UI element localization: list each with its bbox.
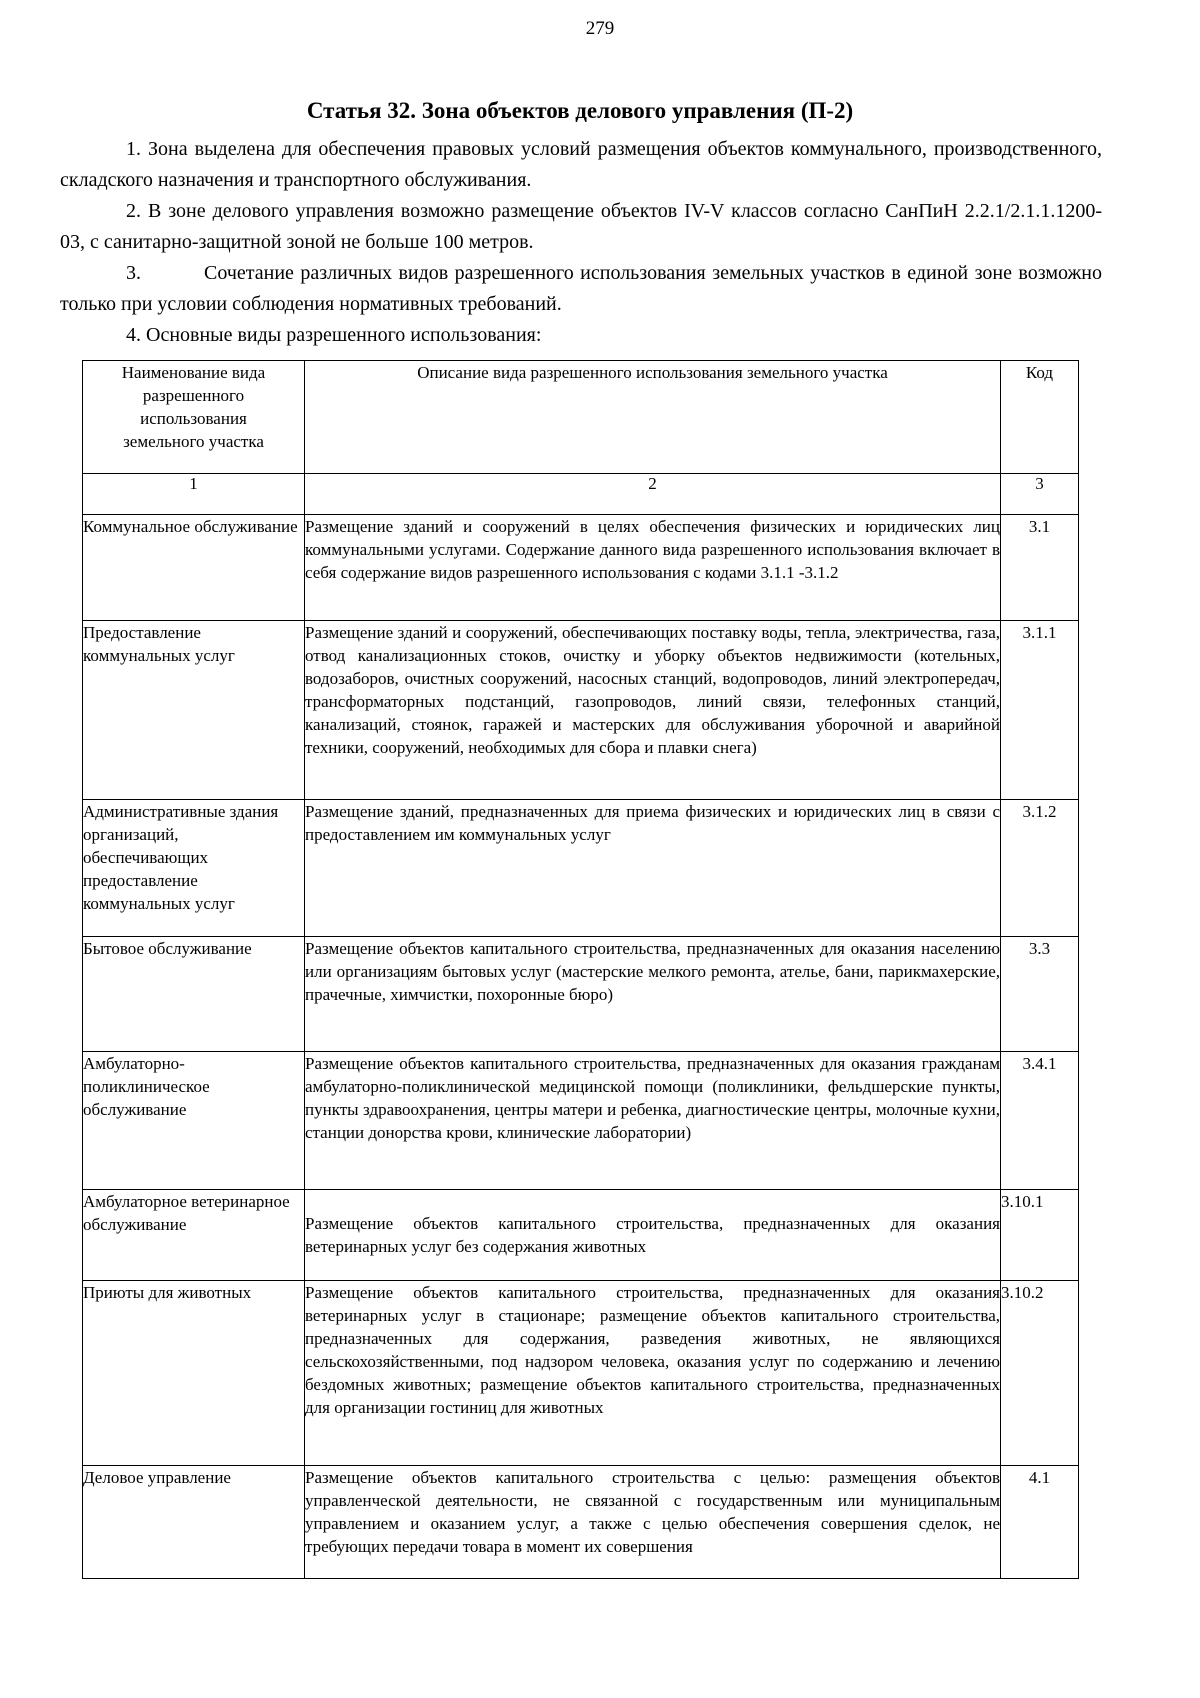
row-description: Размещение зданий и сооружений, обеспечивающих поставку воды, тепла, электричества, газа, отвод канализационных стоков, очистку и уборку объектов недвижимости (котельных, водозаборов, очистных сооружений, насосных станций, водопроводов, линий электропередач, трансформаторных подстанций, газопроводов, линий связи, телефонных станций, канализаций, стоянок, гаражей и мастерских для обслуживания уборочной и аварийной техники, сооружений, необходимых для сбора и плавки снега) [305,621,1001,800]
row-description: Размещение объектов капитального строительства с целью: размещения объектов управленческой деятельности, не связанной с государственным или муниципальным управлением и оказанием услуг, а также с целью обеспечения совершения сделок, не требующих передачи товара в момент их совершения [305,1466,1001,1579]
table-row [83,1190,1079,1281]
header-code: Код [1001,361,1079,474]
row-description: Размещение объектов капитального строительства, предназначенных для оказания гражданам амбулаторно-поликлинической медицинской помощи (поликлиники, фельдшерские пункты, пункты здравоохранения, центры матери и ребенка, диагностические центры, молочные кухни, станции донорства крови, клинические лаборатории) [305,1052,1001,1190]
article-paragraphs [60,134,1102,351]
row-description: Размещение зданий и сооружений в целях обеспечения физических и юридических лиц коммунальными услугами. Содержание данного вида разрешенного использования включает в себя содержание видов разрешенного использования с кодами 3.1.1 -3.1.2 [305,515,1001,621]
paragraph-3-text: Сочетание различных видов разрешенного использования земельных участков в единой зоне возможно только при условии соблюдения нормативных требований. [60,262,1102,315]
table-row [83,800,1079,937]
paragraph-2: 2. В зоне делового управления возможно размещение объектов IV-V классов согласно СанПиН 2.2.1/2.1.1.1200-03, с санитарно-защитной зоной не больше 100 метров. [60,200,1102,253]
paragraph-3-number: 3. [126,262,141,284]
column-number-row [83,474,1079,515]
table-row [83,1052,1079,1190]
column-number: 1 [83,474,305,515]
row-code: 3.3 [1001,937,1079,1052]
row-name: Административные здания организаций, обеспечивающих предоставление коммунальных услуг [83,800,305,937]
table-row [83,937,1079,1052]
row-name: Предоставление коммунальных услуг [83,621,305,800]
row-description: Размещение зданий, предназначенных для приема физических и юридических лиц в связи с предоставлением им коммунальных услуг [305,800,1001,937]
table-row [83,621,1079,800]
paragraph-3 [60,258,1102,320]
paragraph-4: 4. Основные виды разрешенного использования: [126,324,542,346]
row-name: Амбулаторно-поликлиническое обслуживание [83,1052,305,1190]
table-row [83,515,1079,621]
table-header-row [83,361,1079,474]
land-use-table [82,360,1079,1579]
header-name: Наименование вида разрешенного использования земельного участка [83,361,305,474]
row-name: Приюты для животных [83,1281,305,1466]
row-code: 3.1.1 [1001,621,1079,800]
page-number: 279 [585,18,615,39]
paragraph-1: 1. Зона выделена для обеспечения правовых условий размещения объектов коммунального, производственного, складского назначения и транспортного обслуживания. [60,138,1102,191]
row-code: 3.1.2 [1001,800,1079,937]
table-row [83,1281,1079,1466]
row-name: Деловое управление [83,1466,305,1579]
article-title: Статья 32. Зона объектов делового управления (П-2) [306,98,854,123]
row-description: Размещение объектов капитального строительства, предназначенных для оказания населению или организациям бытовых услуг (мастерские мелкого ремонта, ателье, бани, парикмахерские, прачечные, химчистки, похоронные бюро) [305,937,1001,1052]
row-code: 3.1 [1001,515,1079,621]
row-code: 3.10.2 [1001,1281,1079,1466]
header-description: Описание вида разрешенного использования земельного участка [305,361,1001,474]
column-number: 3 [1001,474,1079,515]
row-description: Размещение объектов капитального строительства, предназначенных для оказания ветеринарных услуг без содержания животных [305,1190,1001,1281]
row-name: Коммунальное обслуживание [83,515,305,621]
row-description: Размещение объектов капитального строительства, предназначенных для оказания ветеринарных услуг в стационаре; размещение объектов капитального строительства, предназначенных для содержания, разведения животных, не являющихся сельскохозяйственными, под надзором человека, оказания услуг по содержанию и лечению бездомных животных; размещение объектов капитального строительства, предназначенных для организации гостиниц для животных [305,1281,1001,1466]
row-name: Бытовое обслуживание [83,937,305,1052]
row-code: 3.10.1 [1001,1190,1079,1281]
row-code: 3.4.1 [1001,1052,1079,1190]
column-number: 2 [305,474,1001,515]
row-code: 4.1 [1001,1466,1079,1579]
row-name: Амбулаторное ветеринарное обслуживание [83,1190,305,1281]
table-row [83,1466,1079,1579]
